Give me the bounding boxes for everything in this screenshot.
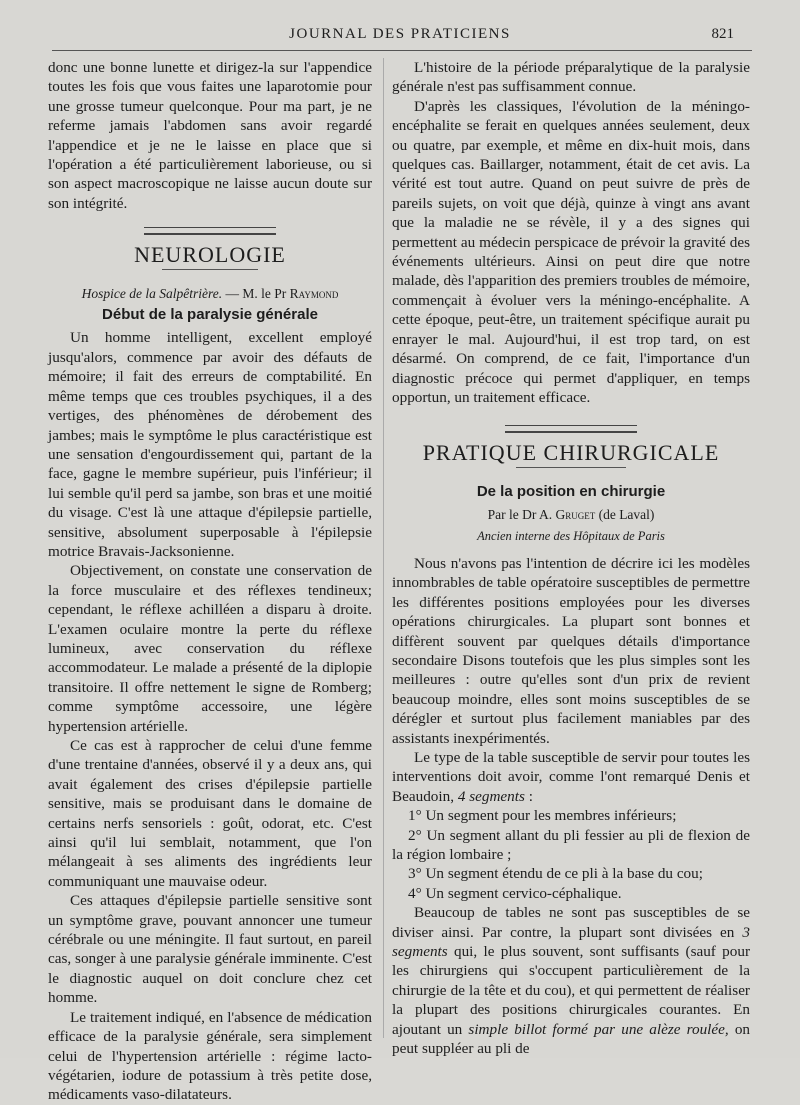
body-paragraph-segments <box>392 748 750 806</box>
section-title-pratique-chirurgicale: PRATIQUE CHIRURGICALE <box>422 440 720 466</box>
author-name: Gruget <box>555 507 596 523</box>
list-item: 4° Un segment cervico-céphalique. <box>408 884 622 902</box>
body-paragraph: Nous n'avons pas l'intention de décrire ici les modèles innombrables de table opératoire susceptibles de permettre les différentes positions employées pour les diverses opérations chirurgicales. La plupart sont bonnes et diffèrent souvent par quelques détails d'importance secondaire Disons toutefois que les plus simples sont les meilleures : outre qu'elles sont d'un prix de revient beaucoup moindre, elles sont moins susceptibles de se dérégler et surtout plus facilement maniables par des assistants inexpérimentés. <box>392 554 750 747</box>
body-paragraph: Un homme intelligent, excellent employé jusqu'alors, commence par avoir des défauts de mémoire; il fait des erreurs de comptabilité. En même temps que ces troubles psychiques, il a des vertiges, des phénomènes de dérobement des jambes; mais le symptôme le plus caractéristique est une sensation d'engourdissement qui, partant de la face, gagne le membre supérieur, puis l'inférieur; il lui semble qu'il perd sa jambe, son bras et une moitié du visage. C'est là une attaque d'épilepsie partielle, sensitive, absolument superposable à l'épilepsie motrice Bravais-Jacksonienne. <box>48 329 372 560</box>
author-role: Ancien interne des Hôpitaux de Paris <box>477 528 665 543</box>
list-item: 3° Un segment étendu de ce pli à la base du cou; <box>408 865 703 883</box>
list-item: 1° Un segment pour les membres inférieurs; <box>408 807 677 825</box>
page-number: 821 <box>711 26 734 42</box>
decorative-rule <box>144 227 276 235</box>
text-run: : <box>524 787 533 805</box>
decorative-rule <box>505 425 637 433</box>
text-run: qui, le plus souvent, sont suffisants (sauf pour les chirurgiens qui s'occupent particulièrement de la chirurgie de la tête et du cou), et qui permettent de réaliser la plupart des positions chirurgicales courantes. En ajoutant un <box>392 943 750 1038</box>
body-paragraph: Ces attaques d'épilepsie partielle sensitive sont un symptôme grave, pouvant annoncer une tumeur cérébrale ou une méningite. Il faut surtout, en pareil cas, songer à une paralysie générale imminente. C'est le diagnostic auquel on doit conclure chez cet homme. <box>48 892 372 1007</box>
column-divider <box>383 58 384 1038</box>
body-paragraph: D'après les classiques, l'évolution de la méningo-encéphalite se ferait en quelques années seulement, deux ou quatre, par exemple, et même en dix-huit mois, dans quelques cas. Baillarger, notamment, était de cet avis. La vérité est tout autre. Quand on peut suivre de près de pareils sujets, on voit que déjà, quinze à vingt ans avant que la maladie ne se révèle, il y a des signes qui permettent au médecin perspicace de prévoir la gravité des événements ultérieurs. Ainsi on peut dire que notre malade, dès l'apparition des premiers troubles de mémoire, commençait à évoluer vers la méningo-encéphalite. A cette époque, peut-être, un traitement spécifique aurait pu enrayer le mal. Aujourd'hui, il est trop tard, on est désarmé. On comprend, de ce fait, l'importance d'un diagnostic précoce qui permet d'appliquer, en temps opportun, un traitement efficace. <box>392 97 750 406</box>
left-column <box>48 58 372 1105</box>
italic-run: 4 segments <box>457 787 525 805</box>
byline-author: Raymond <box>289 285 339 301</box>
italic-run: simple billot formé par une alèze roulée, <box>468 1020 729 1038</box>
right-column <box>392 58 750 1059</box>
body-paragraph: Le traitement indiqué, en l'absence de médication efficace de la paralysie générale, sera simplement celui de l'hypertension artérielle : régime lacto-végétarien, iodure de potassium à très petite dose, médicaments vaso-dilatateurs. <box>48 1008 372 1104</box>
section-title-neurologie: NEUROLOGIE <box>134 242 286 268</box>
list-item: 2° Un segment allant du pli fessier au pli de flexion de la région lombaire ; <box>392 826 750 864</box>
intro-paragraph: donc une bonne lunette et dirigez-la sur l'appendice toutes les fois que vous faites une laparotomie pour une grosse tumeur quelconque. Pour ma part, je ne referme jamais l'abdomen sans avoir regardé l'appendice et je ne le laisse en place que si l'opération a été particulièrement laborieuse, ou si son aspect macroscopique ne laisse aucun doute sur son intégrité. <box>48 59 372 212</box>
body-paragraph-tables <box>392 903 750 1058</box>
author-suffix: (de Laval) <box>595 507 655 523</box>
title-underline <box>516 467 626 468</box>
byline-separator: — M. le Pr <box>222 285 290 301</box>
text-run: on peut suppléer au pli de <box>392 1020 751 1058</box>
journal-title: JOURNAL DES PRATICIENS <box>289 26 511 42</box>
header-rule <box>52 50 752 51</box>
text-run: Beaucoup de tables ne sont pas susceptibles de se diviser ainsi. Par contre, la plupart sont divisées en <box>392 904 750 941</box>
article-title-position: De la position en chirurgie <box>476 482 666 500</box>
body-paragraph: Ce cas est à rapprocher de celui d'une femme d'une trentaine d'années, observé il y a deux ans, qui avait également des crises d'épilepsie partielle sensitive, mais se produisant dans le domaine de certains nerfs sensoriels : goût, odorat, etc. C'est ainsi qu'il lui semblait, notamment, que l'on mélangeait à ses aliments des ingrédients leur communiquant une mauvaise odeur. <box>48 737 372 890</box>
text-run: Le type de la table susceptible de servir pour toutes les interventions doit avoir, comme l'ont remarqué Denis et Beaudoin, <box>392 749 750 805</box>
author-prefix: Par le Dr A. <box>487 507 556 523</box>
title-underline <box>162 269 258 270</box>
article-author <box>392 505 750 524</box>
running-header <box>0 22 800 46</box>
article-byline <box>48 284 372 303</box>
body-paragraph: L'histoire de la période préparalytique de la paralysie générale n'est pas suffisamment connue. <box>392 59 750 96</box>
body-paragraph: Objectivement, on constate une conservation de la force musculaire et des réflexes tendineux; cependant, le réflexe achilléen a disparu à droite. L'examen oculaire montre la perte du réflexe lumineux, avec conservation du réflexe accommodateur. Le malade a présenté de la diplopie transitoire. Il offre nettement le signe de Romberg; comme symptôme accessoire, une légère hypertension artérielle. <box>48 562 372 735</box>
byline-place: Hospice de la Salpêtrière. <box>81 285 223 301</box>
article-title-paralysie: Début de la paralysie générale <box>102 306 318 324</box>
italic-run: 3 segments <box>392 923 750 961</box>
